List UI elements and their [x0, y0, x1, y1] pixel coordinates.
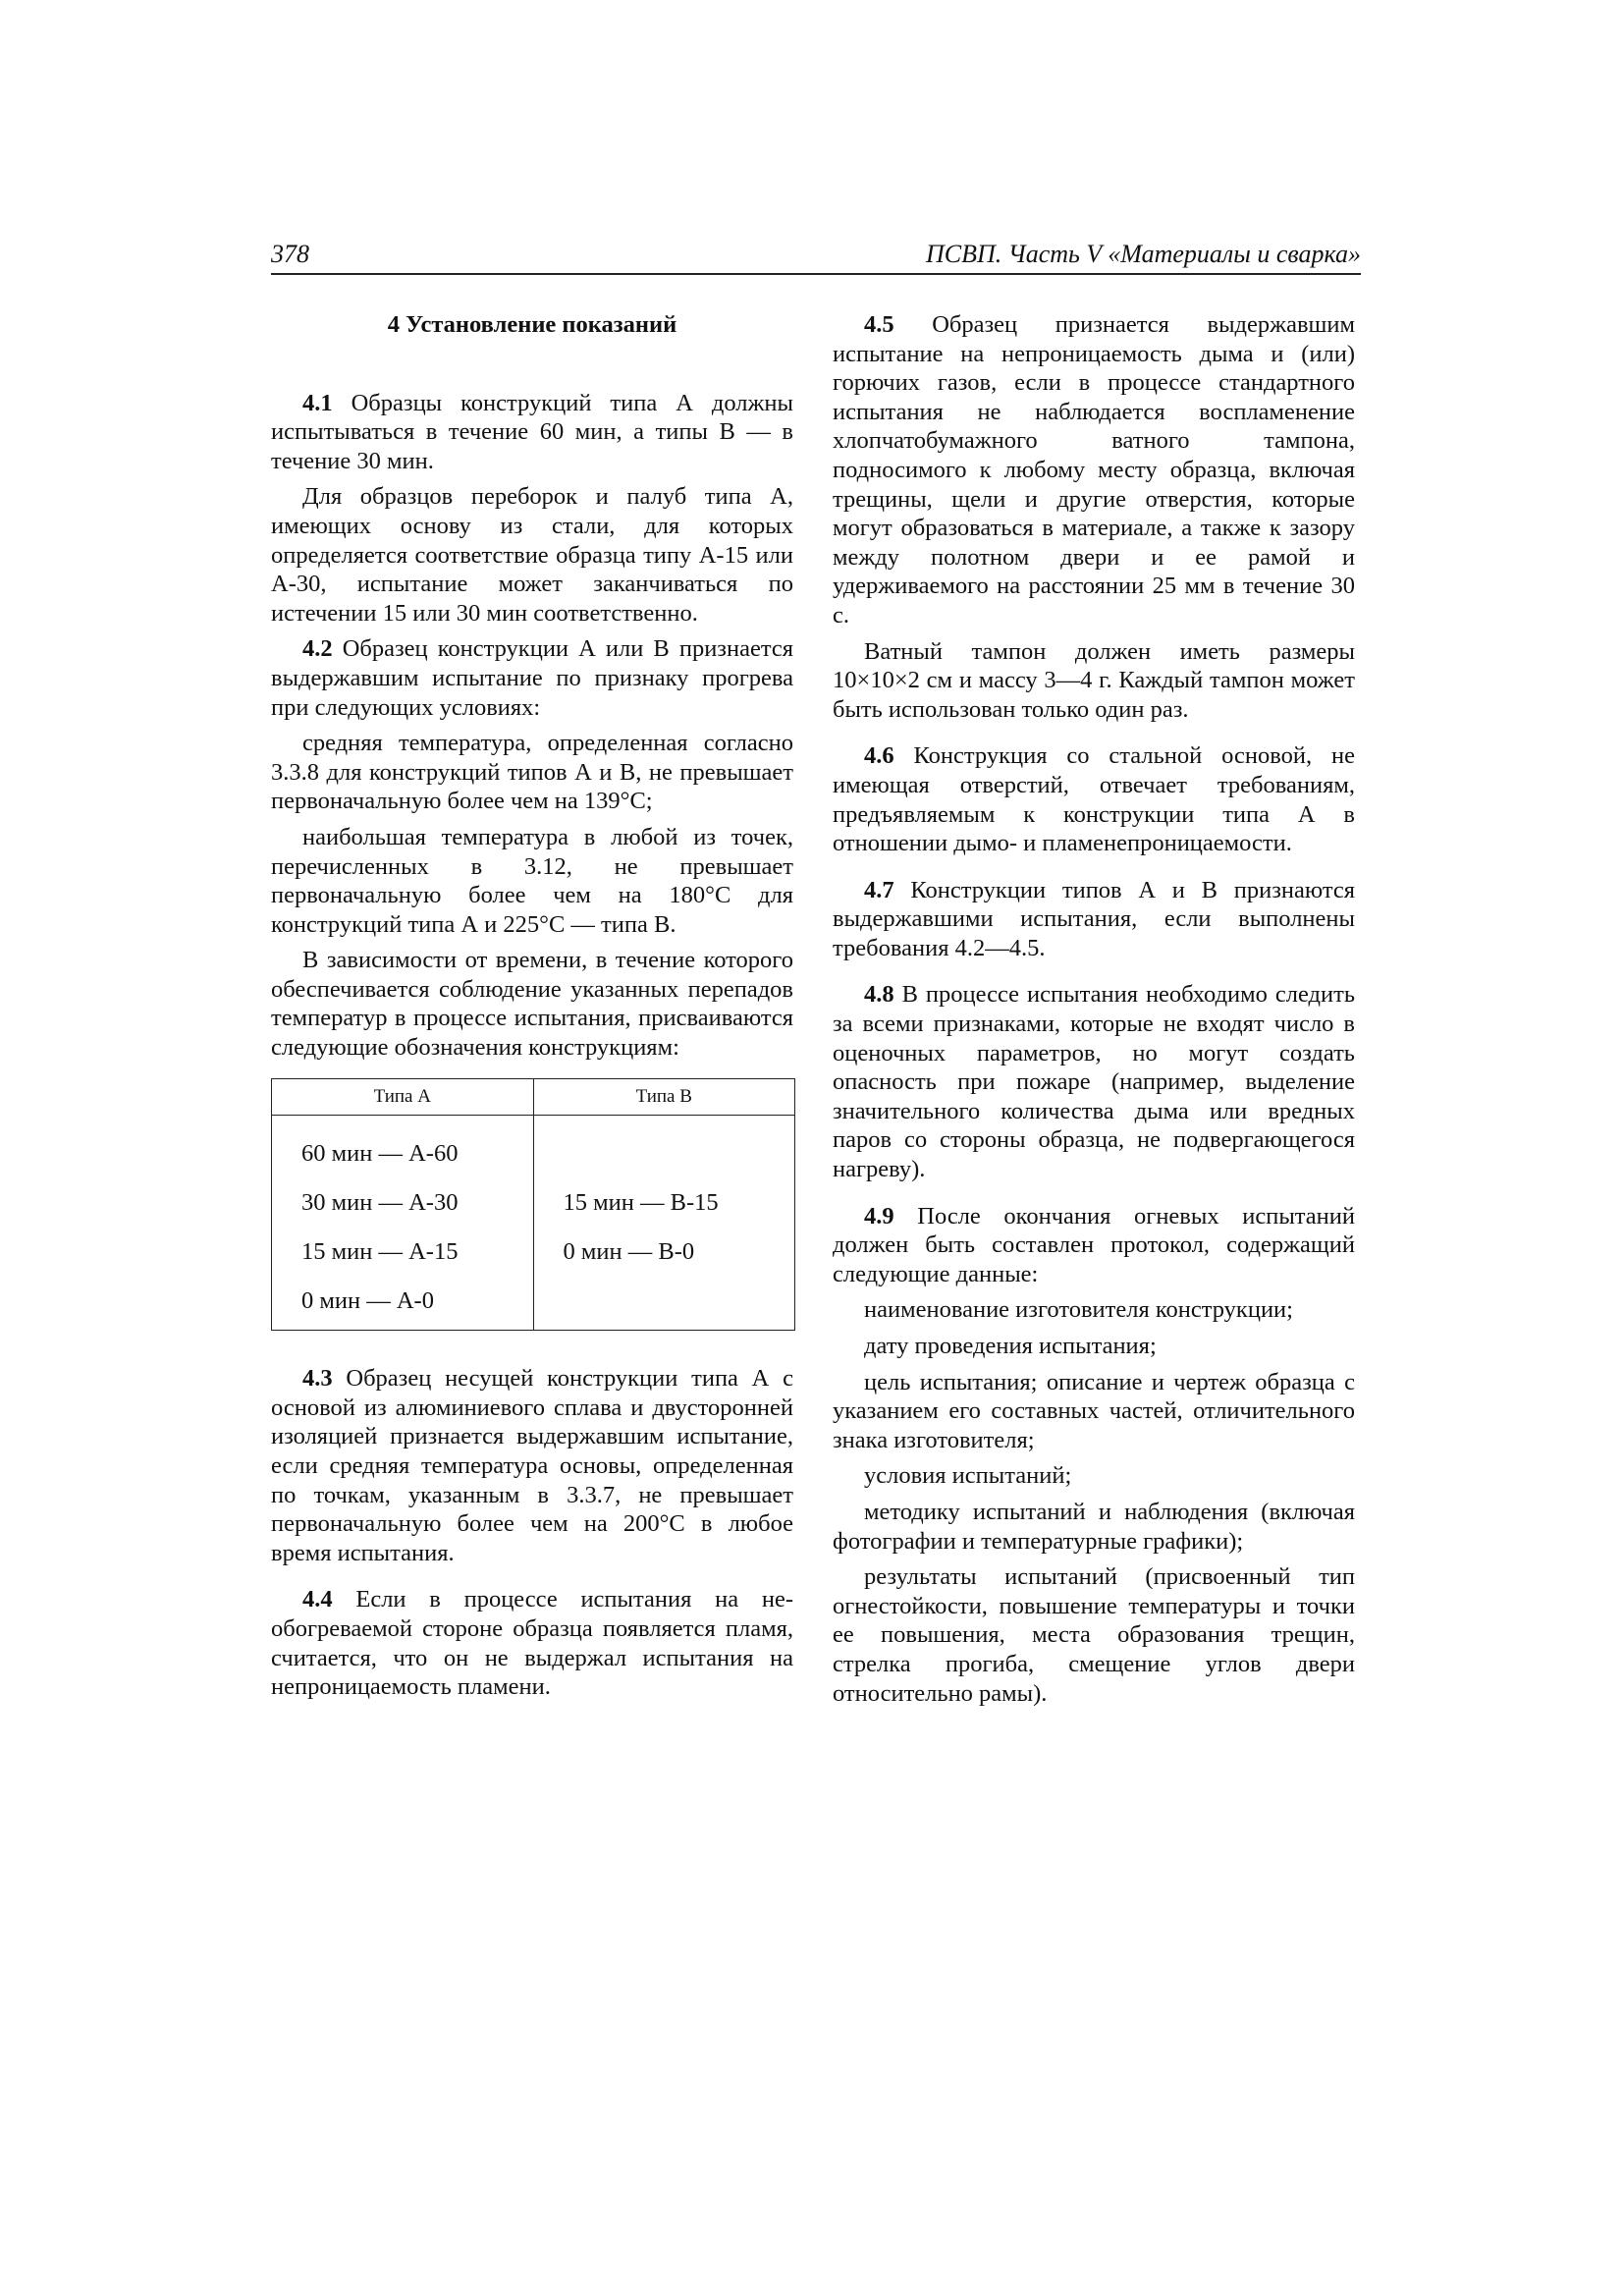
clause-number-4-7: 4.7: [864, 876, 894, 903]
table-header-row: [272, 1078, 795, 1116]
report-item-manufacturer: наименование изготовителя конструкции;: [864, 1296, 1293, 1324]
clause-number-4-2: 4.2: [302, 635, 333, 663]
table-cell: 0 мин — А-0: [272, 1277, 534, 1331]
table-row: [272, 1277, 795, 1331]
clause-text-4-6: Конструкция со стальной основой, не имеющая отверстий, отвечает требованиям, предъявляемым к конструкции типа А в отношении дымо- и пламенепроницаемости.: [833, 742, 1355, 857]
table-cell: 15 мин — А-15: [272, 1228, 534, 1277]
clause-number-4-4: 4.4: [302, 1586, 333, 1613]
paragraph-4-5-continued: Ватный тампон должен иметь размеры 10×10×2 см и массу 3—4 г. Каждый тампон может быть использован только один раз.: [833, 637, 1355, 723]
paragraph-4-5: [833, 310, 1355, 630]
table-row: [272, 1228, 795, 1277]
clause-text-4-4: Если в процессе испытания на необогреваемой стороне образца появляется пламя, считается, что он не выдержал испытания на непроницаемость пламени.: [271, 1586, 793, 1701]
paragraph-4-2-designations: В зависимости от времени, в течение которого обеспечивается соблюдение указанных перепадов температур в процессе испытания, присваиваются следующие обозначения конструкциям:: [271, 947, 793, 1062]
paragraph-4-1-continued: Для образцов переборок и палуб типа А, имеющих основу из стали, для которых определяется соответствие образца типу А-15 или А-30, испытание может заканчиваться по истечении 15 или 30 мин соответственно.: [271, 483, 793, 627]
report-item-conditions: условия испытаний;: [864, 1462, 1072, 1490]
paragraph-4-1: [271, 389, 793, 476]
clause-text-4-2: Образец конструкции А или В признается выдержавшим испытание по признаку прогрева при следующих условиях:: [271, 635, 793, 721]
clause-text-4-8: В процессе испытания необходимо следить за всеми признаками, которые не входят число в оценочных параметров, но могут создать опасность при пожаре (например, выделение значительного количества дыма или вредных паров со стороны образца, не подвергающегося нагреву).: [833, 981, 1355, 1183]
clause-text-4-7: Конструкции типов А и В признаются выдержавшими испытания, если выполнены требования 4.2—4.5.: [833, 876, 1355, 961]
clause-number-4-5: 4.5: [864, 311, 894, 338]
table-row: [272, 1116, 795, 1179]
table-cell: [533, 1116, 795, 1179]
report-item-purpose: цель испытания; описание и чертеж образца с указанием его составных частей, отличительного знака изготовителя;: [833, 1368, 1355, 1453]
paragraph-4-2: [271, 634, 793, 722]
table-header-type-a: Типа А: [272, 1078, 534, 1116]
page-header: [271, 240, 1361, 275]
table-cell: 30 мин — А-30: [272, 1178, 534, 1228]
clause-number-4-1: 4.1: [302, 389, 333, 416]
clause-text-4-9: После окончания огневых испытаний должен быть составлен протокол, содержащий следующие данные:: [833, 1202, 1355, 1287]
table-row: [272, 1178, 795, 1228]
table-cell: [533, 1277, 795, 1331]
clause-text-4-1: Образцы конструкций типа А должны испытываться в течение 60 мин, а типы В — в течение 30 мин.: [271, 389, 793, 474]
paragraph-4-2-condition-2: наибольшая температура в любой из точек, перечисленных в 3.12, не превышает первоначальную более чем на 180°С для конструкций типа А и 225°С — типа В.: [271, 823, 793, 938]
running-title: ПСВП. Часть V «Материалы и сварка»: [926, 240, 1361, 268]
right-column: [833, 310, 1355, 1715]
clause-number-4-8: 4.8: [864, 981, 894, 1009]
paragraph-4-9: [833, 1202, 1355, 1289]
designation-table: [271, 1078, 795, 1332]
left-column: [271, 310, 793, 1709]
table-cell: 0 мин — В-0: [533, 1228, 795, 1277]
paragraph-4-2-condition-1: средняя температура, определенная согласно 3.3.8 для конструкций типов А и В, не превышает первоначальную более чем на 139°С;: [271, 730, 793, 815]
report-item-methodology: методику испытаний и наблюдения (включая фотографии и температурные графики);: [833, 1498, 1355, 1555]
clause-number-4-3: 4.3: [302, 1365, 333, 1393]
clause-number-4-9: 4.9: [864, 1202, 894, 1230]
clause-text-4-5: Образец признается выдержавшим испытание на непроницаемость дыма и (или) горючих газов, если в процессе стандартного испытания не наблюдается воспламенение хлопчатобумажного ватного тампона, подносимого к любому месту образца, включая трещины, щели и другие отверстия, которые могут образоваться в материале, а также к зазору между полотном двери и ее рамой и удерживаемого на расстоянии 25 мм в течение 30 с.: [833, 311, 1355, 629]
section-heading: 4 Установление показаний: [387, 311, 677, 338]
paragraph-4-3: [271, 1364, 793, 1567]
table-cell: 15 мин — В-15: [533, 1178, 795, 1228]
clause-number-4-6: 4.6: [864, 742, 894, 770]
paragraph-4-8: [833, 980, 1355, 1183]
table-cell: 60 мин — А-60: [272, 1116, 534, 1179]
page-number: 378: [271, 240, 309, 268]
report-item-date: дату проведения испытания;: [864, 1333, 1157, 1359]
paragraph-4-4: [271, 1585, 793, 1701]
clause-text-4-3: Образец несущей конструкции типа А с основой из алюминиевого сплава и двусторонней изоляцией признается выдержавшим испытание, если средняя температура основы, определенная по точкам, указанным в 3.3.7, не превышает первоначальную более чем на 200°С в любое время испытания.: [271, 1365, 793, 1566]
table-header-type-b: Типа В: [533, 1078, 795, 1116]
report-item-results: результаты испытаний (присвоенный тип огнестойкости, повышение температуры и точки ее повышения, места образования трещин, стрелка прогиба, смещение углов двери относительно рамы).: [833, 1563, 1355, 1707]
paragraph-4-6: [833, 741, 1355, 857]
paragraph-4-7: [833, 876, 1355, 963]
